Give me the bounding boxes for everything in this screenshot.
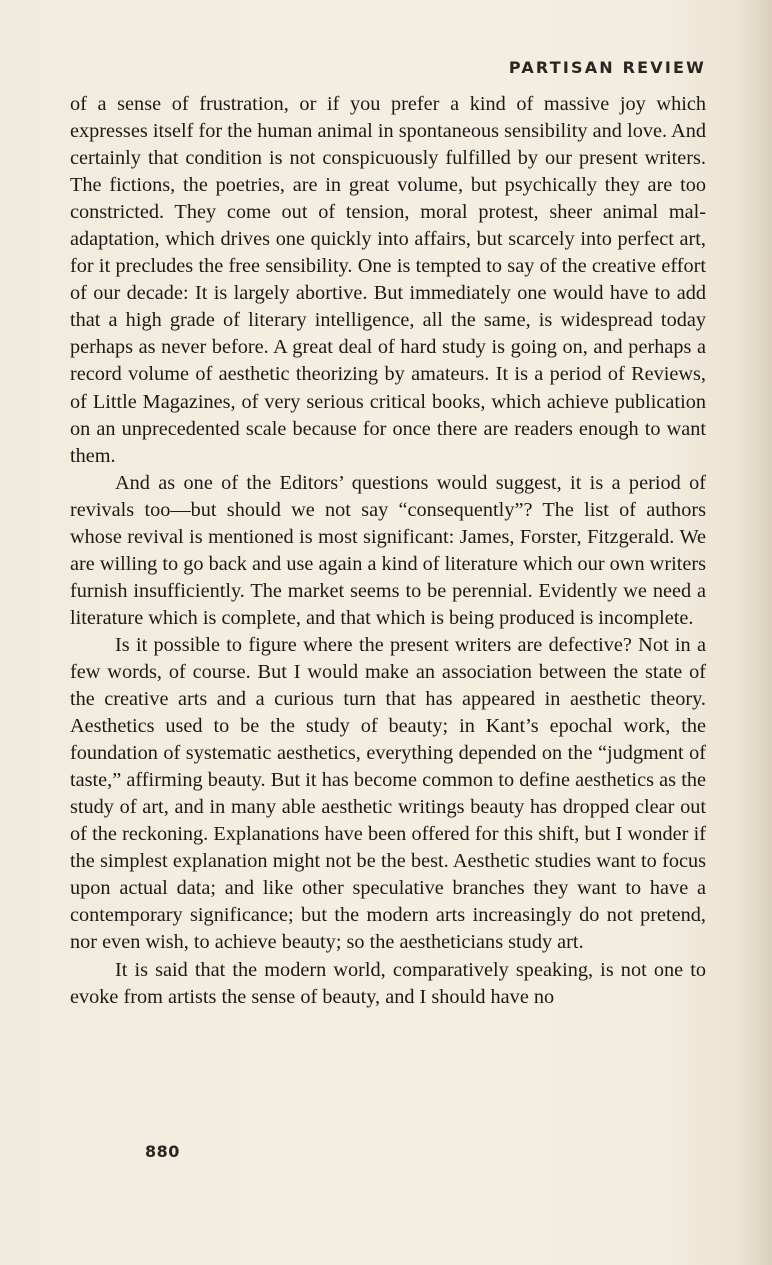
page-number: 880: [145, 1142, 180, 1161]
paragraph-1: of a sense of frustration, or if you prefer a kind of massive joy which expresses itself for the human animal in spontaneous sensibility and love. And certainly that condition is not conspicuously fulfilled by our present writers. The fictions, the poetries, are in great volume, but psychically they are too constricted. They come out of tension, moral protest, sheer animal mal-adaptation, which drives one quickly into affairs, but scarcely into perfect art, for it precludes the free sensibility. One is tempted to say of the creative effort of our decade: It is largely abortive. But immediately one would have to add that a high grade of literary intelligence, all the same, is widespread today perhaps as never before. A great deal of hard study is going on, and perhaps a record volume of aesthetic theorizing by amateurs. It is a period of Reviews, of Little Magazines, of very serious critical books, which achieve publication on an unprecedented scale because for once there are readers enough to want them.: [70, 93, 706, 467]
paragraph-4: It is said that the modern world, comparatively speaking, is not one to evoke from artists the sense of beauty, and I should have no: [70, 958, 706, 1008]
paragraph-2: And as one of the Editors’ questions would suggest, it is a period of revivals too—but should we not say “consequently”? The list of authors whose revival is mentioned is most significant: James, Forster, Fitzgerald. We are willing to go back and use again a kind of literature which our own writers furnish insufficiently. The market seems to be perennial. Evidently we need a literature which is complete, and that which is being produced is incomplete.: [70, 471, 706, 629]
paragraph-3: Is it possible to figure where the present writers are defective? Not in a few words, of course. But I would make an association between the state of the creative arts and a curious turn that has appeared in aesthetic theory. Aesthetics used to be the study of beauty; in Kant’s epochal work, the foundation of systematic aesthetics, everything depended on the “judgment of taste,” affirming beauty. But it has become common to define aesthetics as the study of art, and in many able aesthetic writings beauty has dropped clear out of the reckoning. Explanations have been offered for this shift, but I wonder if the simplest explanation might not be the best. Aesthetic studies want to focus upon actual data; and like other speculative branches they want to have a contemporary significance; but the modern arts increasingly do not pretend, nor even wish, to achieve beauty; so the aestheticians study art.: [70, 633, 706, 954]
running-head: PARTISAN REVIEW: [508, 58, 706, 77]
body-text: [70, 91, 706, 1011]
